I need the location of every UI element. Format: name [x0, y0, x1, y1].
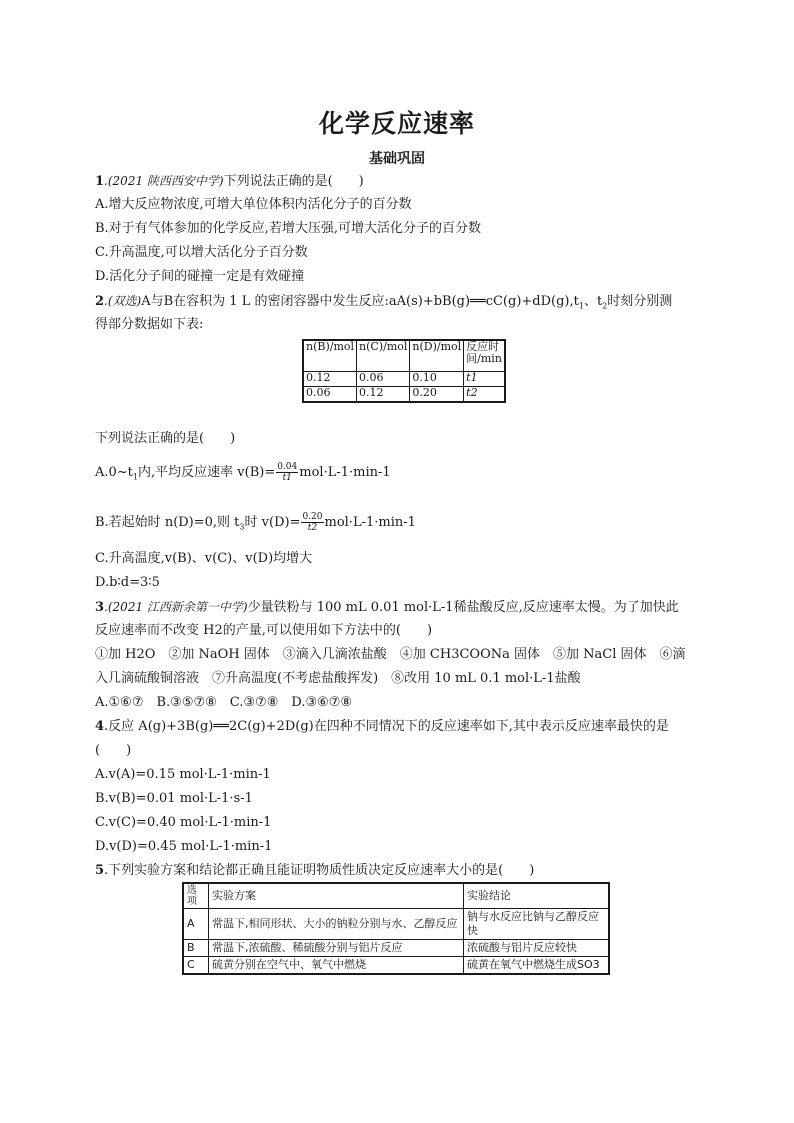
fraction-denominator: t1: [282, 473, 292, 483]
table-header-cell: 选项: [183, 883, 209, 909]
q5-stem: [95, 862, 534, 880]
q5-text: .下列实验方案和结论都正确且能证明物质性质决定反应速率大小的是( ): [104, 863, 535, 878]
q2-option-b: B.若起始时 n(D)=0,则 $t_3$时 v(D)= $\frac{0.20}{t2}$ mol·L-1·min-1: [95, 512, 416, 533]
q3-line1: 少量铁粉与 100 mL 0.01 mol·L-1稀盐酸反应,反应速率太慢。为了加快此: [247, 600, 679, 615]
table-cell: C: [183, 957, 209, 975]
table-cell: 硫黄在氧气中燃烧生成SO3: [464, 957, 610, 975]
table-cell: B: [183, 940, 209, 957]
table-row: [183, 909, 609, 940]
q1-source: .(2021 陕西西安中学): [104, 174, 224, 188]
q1-stem: [95, 172, 364, 191]
q3-source: .(2021 江西新余第一中学): [104, 600, 248, 614]
table-cell: t1: [464, 372, 505, 387]
table-row: [303, 387, 505, 403]
fraction-numerator: 0.20: [302, 512, 323, 522]
table-cell: 0.20: [410, 387, 464, 403]
q2-option-c: C.升高温度,v(B)、v(C)、v(D)均增大: [95, 551, 313, 566]
q3-line3: ①加 H2O ②加 NaOH 固体 ③滴入几滴浓盐酸 ④加 CH3COONa 固体 ⑤加 NaCl 固体 ⑥滴: [95, 647, 686, 662]
q4-option-b: B.v(B)=0.01 mol·L-1·s-1: [95, 791, 253, 806]
q2-option-b-text: B.若起始时 n(D)=0,则 t: [95, 515, 240, 530]
q3-line4: 入几滴硫酸铜溶液 ⑦升高温度(不考虑盐酸挥发) ⑧改用 10 mL 0.1 mol·L-1盐酸: [95, 671, 581, 686]
table-row: [183, 940, 609, 957]
fraction-numerator: 0.04: [277, 462, 298, 472]
table-cell: 0.12: [303, 372, 357, 387]
table-cell: 硫黄分别在空气中、氧气中燃烧: [209, 957, 464, 975]
table-cell: 钠与水反应比钠与乙醇反应快: [464, 909, 610, 940]
fraction-denominator: t2: [307, 523, 318, 533]
q4-option-d: D.v(D)=0.45 mol·L-1·min-1: [95, 839, 273, 854]
table-cell: 常温下,相同形状、大小的钠粒分别与水、乙醇反应: [209, 909, 464, 940]
q2-tag: .(双选): [104, 294, 142, 308]
q2-data-table: [302, 339, 506, 403]
q2-option-a-unit: mol·L-1·min-1: [299, 465, 391, 480]
q2-question: 下列说法正确的是( ): [95, 431, 236, 446]
q4-option-a: A.v(A)=0.15 mol·L-1·min-1: [95, 767, 271, 782]
table-header-row: [303, 340, 505, 372]
q2-text-c: 、t: [583, 294, 603, 309]
q1-option-c: C.升高温度,可以增大活化分子百分数: [95, 245, 308, 260]
table-cell: 0.10: [410, 372, 464, 387]
table-cell: 0.12: [357, 387, 410, 403]
table-header-cell: 反应时间/min: [464, 340, 505, 372]
table-header-row: [183, 883, 609, 909]
q2-option-a-mid: 内,平均反应速率 v(B)=: [138, 465, 276, 480]
q3-options: A.①⑥⑦ B.③⑤⑦⑧ C.③⑦⑧ D.③⑥⑦⑧: [95, 695, 353, 710]
q2-option-d: D.b∶d=3∶5: [95, 575, 160, 590]
page-title: 化学反应速率: [318, 109, 475, 138]
table-cell: 常温下,浓硫酸、稀硫酸分别与铝片反应: [209, 940, 464, 957]
table-header-cell: 实验结论: [464, 883, 610, 909]
section-title: 基础巩固: [369, 151, 425, 167]
q4-stem: [95, 718, 669, 736]
table-cell: t2: [464, 387, 505, 403]
fraction: [276, 462, 298, 483]
table-cell: 浓硫酸与铝片反应较快: [464, 940, 610, 957]
q1-text: 下列说法正确的是( ): [223, 174, 364, 189]
table-row: [183, 957, 609, 975]
q2-number: 2: [95, 294, 105, 309]
table-cell: A: [183, 909, 209, 940]
q2-option-b-unit: mol·L-1·min-1: [324, 515, 416, 530]
table-row: [303, 372, 505, 387]
q2-option-b-mid: 时 v(D)=: [244, 515, 301, 530]
table-cell: 0.06: [357, 372, 410, 387]
q1-option-d: D.活化分子间的碰撞一定是有效碰撞: [95, 269, 305, 284]
q2-option-a: $A.0\sim t_1$内,平均反应速率 v(B)= $\frac{0.04}{t1}$ mol·L-1·min-1: [95, 462, 391, 483]
table-header-cell: 实验方案: [209, 883, 464, 909]
q3-number: 3: [95, 600, 105, 615]
table-header-cell: n(B)/mol: [303, 340, 357, 372]
q2-equation: aA(s)+bB(g)══cC(g)+dD(g),t: [388, 294, 579, 309]
q1-option-b: B.对于有气体参加的化学反应,若增大压强,可增大活化分子的百分数: [95, 221, 481, 236]
q3-stem: [95, 598, 679, 617]
q2-stem-line2: 得部分数据如下表:: [95, 317, 204, 332]
q1-number: 1: [95, 174, 105, 189]
q1-option-a: A.增大反应物浓度,可增大单位体积内活化分子的百分数: [95, 197, 412, 212]
q2-text-d: 时刻分别测: [607, 294, 673, 309]
q4-number: 4: [95, 719, 105, 734]
q2-text-a: A与B在容积为 1 L 的密闭容器中发生反应:: [141, 294, 389, 309]
table-cell: 0.06: [303, 387, 357, 403]
q4-paren: ( ): [95, 743, 132, 758]
table-header-cell: n(D)/mol: [410, 340, 464, 372]
q4-option-c: C.v(C)=0.40 mol·L-1·min-1: [95, 815, 272, 830]
q5-number: 5: [95, 863, 105, 878]
q2-stem: 2.(双选)A与B在容积为 1 L 的密闭容器中发生反应$:aA(s)+bB(g)══cC(g)+dD(g),t_1$、$t_2$时刻分别测: [95, 294, 673, 311]
fraction: [301, 512, 323, 533]
q2-option-a-text: A.0~t: [95, 465, 133, 480]
q3-line2: 反应速率而不改变 H2的产量,可以使用如下方法中的( ): [95, 623, 433, 638]
q5-experiment-table: [182, 882, 610, 975]
q4-text: .反应 A(g)+3B(g)══2C(g)+2D(g)在四种不同情况下的反应速率如下,其中表示反应速率最快的是: [104, 719, 669, 734]
table-header-cell: n(C)/mol: [357, 340, 410, 372]
